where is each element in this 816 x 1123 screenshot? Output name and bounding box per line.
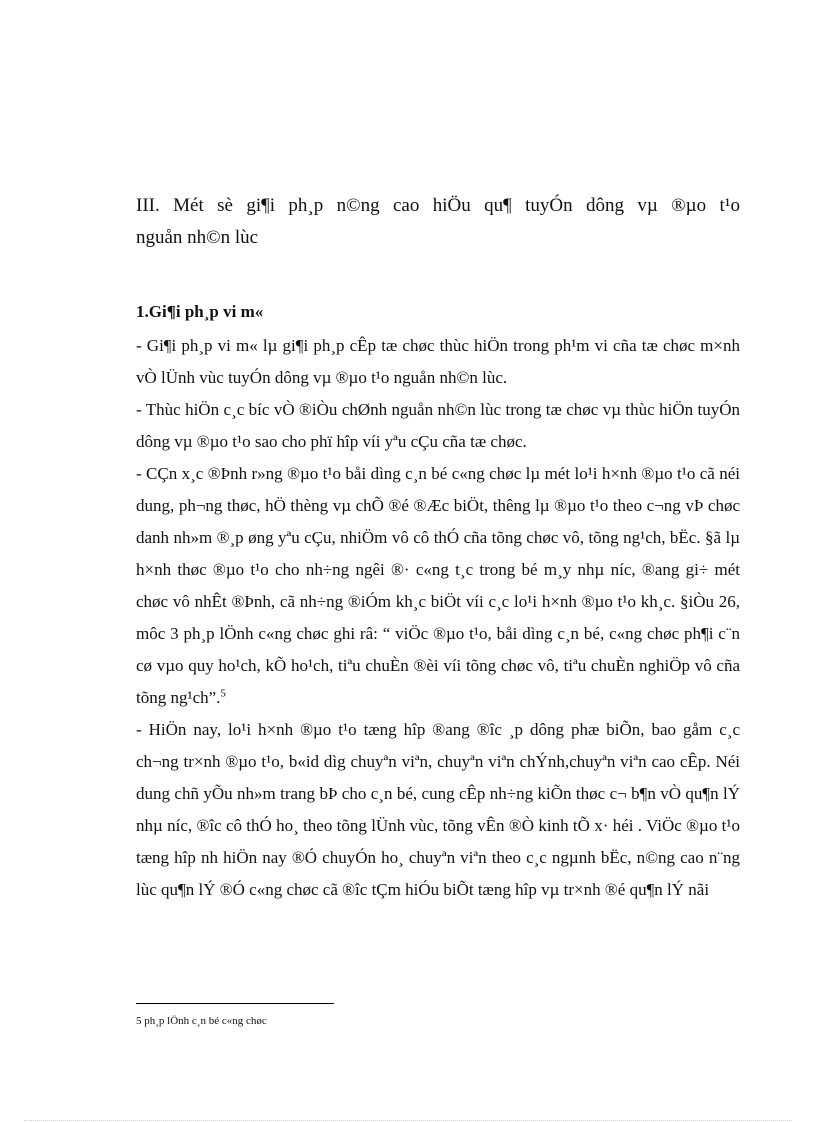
paragraph-4: - HiÖn nay, lo¹i h×nh ®µo t¹o tæng hîp ®ang ®îc ¸p dông phæ biÕn, bao gåm c¸c ch¬ng tr×nh ®µo t¹o, b«id dìg chuyªn viªn, chuyªn viªn chÝnh,chuyªn viªn cao cÊp. Néi dung chñ yÕu nh»m trang bÞ cho c¸n bé, cung cÊp nh÷ng kiÕn thøc c¬ b¶n vÒ qu¶n lÝ nhµ níc, ®îc cô thÓ ho¸ theo tõng lÜnh vùc, tõng vÊn ®Ò kinh tÕ x· héi . ViÖc ®µo t¹o tæng hîp nh hiÖn nay ®Ó chuyÓn ho¸ chuyªn viªn theo c¸c ngµnh bËc, n©ng cao n¨ng lùc qu¶n lÝ ®Ó c«ng chøc cã ®îc tÇm hiÓu biÕt tæng hîp vµ tr×nh ®é qu¶n lÝ nãi	[136, 720, 740, 899]
paragraph-1: - Gi¶i ph¸p vi m« lµ gi¶i ph¸p cÊp tæ chøc thùc hiÖn trong ph¹m vi cña tæ chøc m×nh vÒ lÜnh vùc tuyÓn dông vµ ®µo t¹o nguån nh©n lùc.	[136, 336, 740, 387]
paragraph-3	[136, 458, 740, 714]
heading-line-1: III. Mét sè gi¶i ph¸p n©ng cao hiÖu qu¶ tuyÓn dông vµ ®µo t¹o	[136, 195, 740, 216]
body-text	[136, 330, 740, 906]
footnote	[136, 1014, 267, 1028]
footnote-separator	[136, 1003, 334, 1004]
page-bottom-edge	[24, 1120, 792, 1121]
subsection-title: 1.Gi¶i ph¸p vi m«	[136, 302, 264, 321]
footnote-text: ph¸p lÖnh c¸n bé c«ng chøc	[141, 1015, 267, 1027]
footnote-number: 5	[136, 1015, 142, 1027]
footnote-reference: 5	[220, 687, 226, 700]
paragraph-3-text: - CÇn x¸c ®Þnh r»ng ®µo t¹o båi dìng c¸n bé c«ng chøc lµ mét lo¹i h×nh ®µo t¹o cã néi dung, ph¬ng thøc, hÖ thèng vµ chÕ ®é ®Æc biÖt, thêng lµ ®µo t¹o theo c¬ng vÞ chøc danh nh»m ®¸p øng yªu cÇu, nhiÖm vô cô thÓ cña tõng chøc vô, tõng ng¹ch, bËc. §ã lµ h×nh thøc ®µo t¹o cho nh÷ng ngêi ®· c«ng t¸c trong bé m¸y nhµ níc, ®ang gi÷ mét chøc vô nhÊt ®Þnh, cã nh÷ng ®iÓm kh¸c biÖt víi c¸c lo¹i h×nh ®µo t¹o kh¸c. §iÒu 26, môc 3 ph¸p lÖnh c«ng chøc ghi râ: “ viÖc ®µo t¹o, båi dìng c¸n bé, c«ng chøc ph¶i c¨n cø vµo quy ho¹ch, kÕ ho¹ch, tiªu chuÈn ®èi víi tõng chøc vô, tiªu chuÈn nghiÖp vô cña tõng ng¹ch”.	[136, 464, 740, 707]
section-heading	[136, 190, 740, 254]
heading-line-2: nguån nh©n lùc	[136, 227, 259, 248]
paragraph-2: - Thùc hiÖn c¸c bíc vÒ ®iÒu chØnh nguån nh©n lùc trong tæ chøc vµ thùc hiÖn tuyÓn dông vµ ®µo t¹o sao cho phï hîp víi yªu cÇu cña tæ chøc.	[136, 400, 740, 451]
